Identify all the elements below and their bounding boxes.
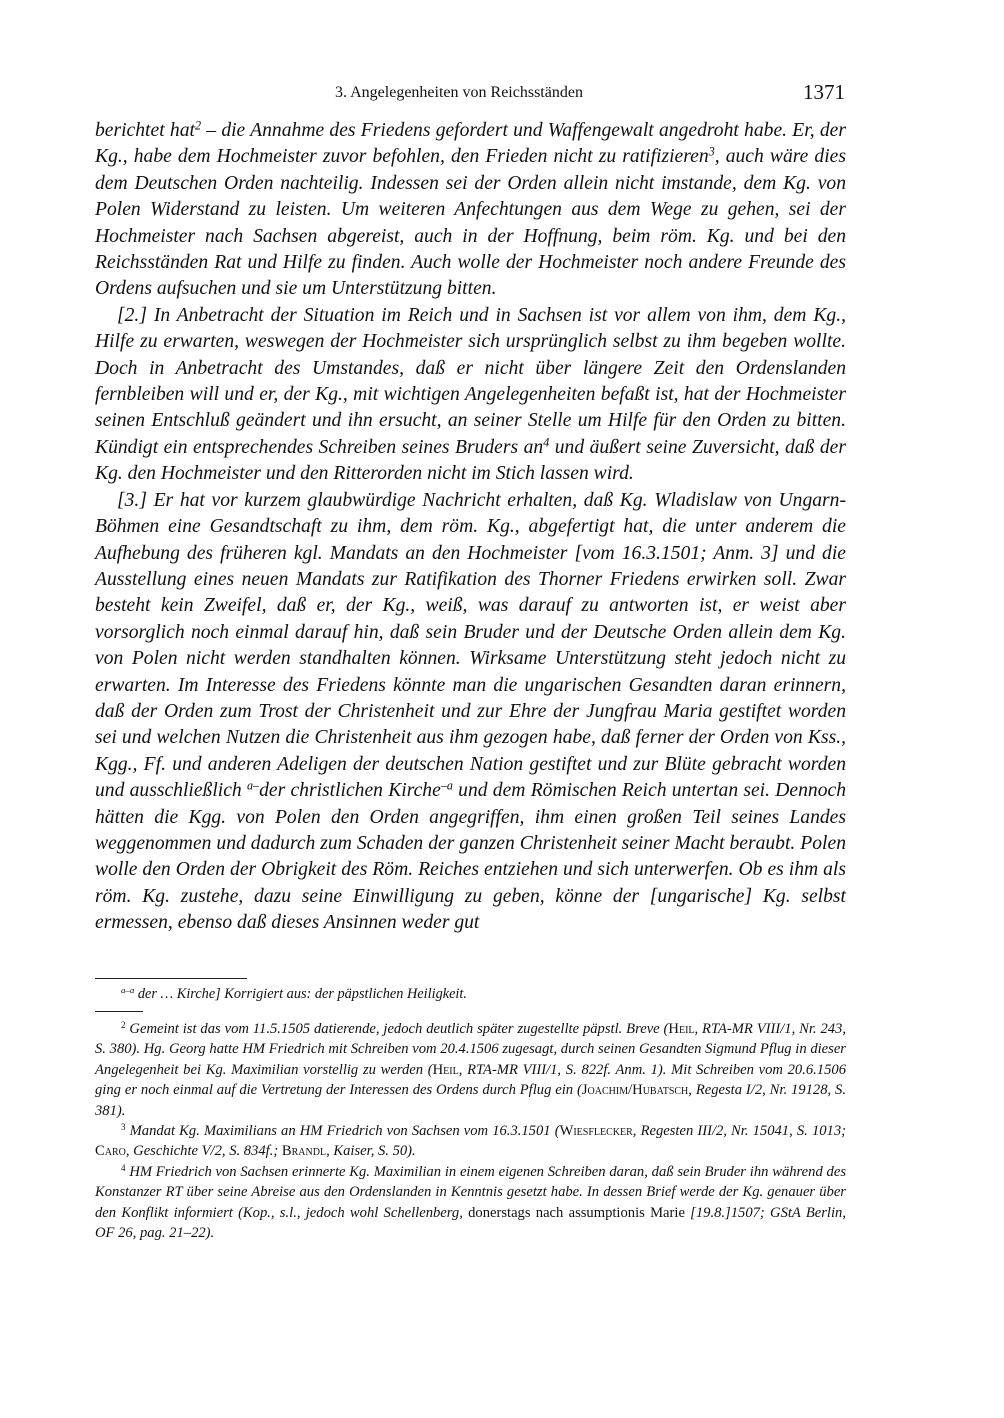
footnotes	[95, 1019, 846, 1243]
author-name: Brandl	[281, 1143, 327, 1160]
critical-note-mark: a–a	[121, 985, 135, 996]
footnote-number: 3	[121, 1122, 126, 1133]
text-run: Gemeint ist das vom 11.5.1505 datierende, jedoch deutlich später zugestellte päpstl. Breve (	[125, 1021, 669, 1037]
running-header	[95, 80, 845, 108]
text-run: , auch wäre dies dem Deutschen Orden nachteilig. Indessen sei der Orden allein nicht imstande, dem Kg. von Polen Widerstand zu leisten. Um weiteren Anfechtungen aus dem Wege zu gehen, sei der Hochmeister nach Sachsen abgereist, auch in der Hoffnung, beim röm. Kg. und bei den Reichsständen Rat und Hilfe zu finden. Auch wolle der Hochmeister noch andere Freunde des Ordens aufsuchen und sie um Unterstützung bitten.	[95, 146, 846, 300]
author-name: Heil	[432, 1061, 459, 1078]
author-name: Wiesflecker	[559, 1123, 633, 1140]
text-run: , Regesten III/2, Nr. 15041, S. 1013;	[632, 1123, 846, 1140]
text-run: [3.] Er hat vor kurzem glaubwürdige Nachricht erhalten, daß Kg. Wladislaw von Ungarn-Böhmen eine Gesandtschaft zu ihm, dem röm. Kg., abgefertigt hat, die unter anderem die Aufhebung des früheren kgl. Mandats an den Hochmeister [vom 16.3.1501; Anm. 3] und die Ausstellung eines neuen Mandats zur Ratifikation des Thorner Friedens erwirken soll. Zwar besteht kein Zweifel, daß er, der Kg., weiß, was darauf zu antworten ist, er weist aber vorsorglich noch einmal darauf hin, daß sein Bruder und der Deutsche Orden allein dem Kg. von Polen nicht werden standhalten können. Wirksame Unterstützung steht jedoch nicht zu erwarten. Im Interesse des Friedens könnte man die ungarischen Gesandten daran erinnern, daß der Orden zum Trost der Christenheit und zur Ehre der Jungfrau Maria gestiftet worden sei und welchen Nutzen die Christenheit aus ihm gezogen habe, daß ferner der Orden von Kss., Kgg., Ff. und anderen Adeligen der deutschen Nation gestiftet und zur Blüte gebracht worden und ausschließlich	[95, 489, 846, 802]
text-run: , Regesta I/2, Nr. 19128, S. 381).	[95, 1082, 846, 1119]
text-run: berichtet hat	[95, 120, 195, 141]
running-title: 3. Angelegenheiten von Reichsständen	[335, 84, 583, 101]
author-name: Caro	[95, 1143, 126, 1160]
text-run: HM Friedrich von Sachsen erinnerte Kg. Maximilian in einem eigenen Schreiben daran, daß sein Bruder ihn während des Konstanzer RT über seine Abreise aus den Ordenslanden in Kenntnis gesetzt habe. In dessen Brief werde der Kg. genauer über den Konflikt informiert (Kop., s.l., jedoch wohl Schellenberg,	[95, 1163, 846, 1221]
source-quote: donerstags nach assumptionis Marie	[468, 1204, 685, 1221]
main-text	[95, 118, 846, 937]
page-number: 1371	[803, 80, 845, 104]
text-run: und dem Römischen Reich untertan sei. Dennoch hätten die Kgg. von Polen den Orden angegriffen, ihm einen großen Teil seines Landes weggenommen und dadurch zum Schaden der ganzen Christenheit seiner Macht beraubt. Polen wolle den Orden der Obrigkeit des Röm. Reiches entziehen und sich unterwerfen. Ob es ihm als röm. Kg. zustehe, dazu seine Einwilligung zu geben, könne der [ungarische] Kg. selbst ermessen, ebenso daß dieses Ansinnen weder gut	[95, 780, 846, 934]
footnote-ref-4: 4	[543, 435, 550, 450]
text-run: und äußert seine Zuversicht, daß der Kg. den Hochmeister und den Ritterorden nicht im Stich lassen wird.	[95, 436, 847, 485]
paragraph-2	[95, 303, 846, 488]
text-run: der christlichen Kirche	[259, 780, 441, 802]
footnote-3	[95, 1121, 846, 1162]
footnote-rule	[95, 1011, 143, 1012]
footnote-ref-3: 3	[708, 144, 715, 159]
text-run: – die Annahme des Friedens gefordert und Waffengewalt angedroht habe. Er, der Kg., habe dem Hochmeister zuvor befohlen, den Frieden nicht zu ratifizieren	[95, 120, 846, 168]
text-run: , Geschichte V/2, S. 834f.;	[125, 1143, 282, 1160]
author-name: Heil	[668, 1021, 695, 1037]
critical-apparatus-rule	[95, 978, 247, 979]
text-run: [2.] In Anbetracht der Situation im Reich und in Sachsen ist vor allem von ihm, dem Kg., Hilfe zu erwarten, weswegen der Hochmeister sich ursprünglich selbst zu ihm begeben wollte. Doch in Anbetracht des Umstandes, daß er nicht über längere Zeit den Ordenslanden fernbleiben will und er, der Kg., mit wichtigen Angelegenheiten befaßt ist, hat der Hochmeister seinen Entschluß geändert und ihn ersucht, an seiner Stelle um Hilfe für den Orden zu bitten. Kündigt ein entsprechendes Schreiben seines Bruders an	[95, 304, 846, 458]
text-run: , RTA-MR VIII/1, Nr. 243, S. 380). Hg. Georg hatte HM Friedrich mit Schreiben vom 20.4.1506 zugesagt, durch seinen Gesandten Sigmund Pflug in dieser Angelegenheit bei Kg. Maximilian vorstellig zu werden (	[95, 1021, 847, 1078]
footnote-ref-2: 2	[194, 118, 202, 133]
footnote-number: 4	[121, 1162, 126, 1173]
paragraph-1	[95, 118, 846, 303]
critical-mark-open: a–	[246, 778, 260, 793]
footnote-number: 2	[121, 1020, 126, 1031]
critical-mark-close: –a	[440, 778, 453, 793]
critical-apparatus	[95, 984, 846, 1004]
critical-note-text: der … Kirche] Korrigiert aus: der päpstlichen Heiligkeit.	[134, 986, 467, 1002]
footnote-4	[95, 1162, 846, 1244]
text-run: , Kaiser, S. 50).	[326, 1143, 416, 1160]
footnote-2	[95, 1019, 846, 1121]
author-name: Joachim/Hubatsch	[581, 1082, 689, 1099]
text-run: [19.8.]1507; GStA Berlin, OF 26, pag. 21–22).	[95, 1204, 846, 1242]
text-run: , RTA-MR VIII/1, S. 822f. Anm. 1). Mit Schreiben vom 20.6.1506 ging er noch einmal auf die Vertretung der Interessen des Ordens durch Pflug ein (	[95, 1061, 846, 1099]
text-run: Mandat Kg. Maximilians an HM Friedrich von Sachsen vom 16.3.1501 (	[125, 1123, 560, 1140]
paragraph-3	[95, 488, 846, 937]
